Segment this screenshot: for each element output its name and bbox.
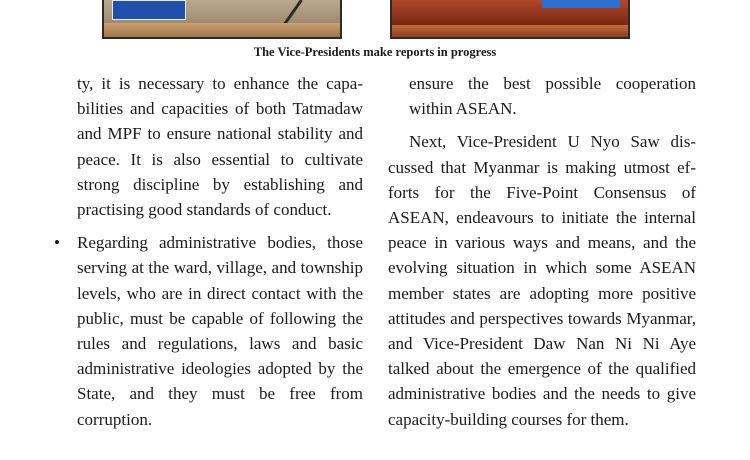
desk (104, 23, 340, 37)
bullet-icon: • (54, 233, 60, 253)
paragraph: Next, Vice-President U Nyo Saw discussed that Myanmar is making utmost efforts for the Five-Point Consensus of ASEAN, endeavours to initiate the internal peace in various ways and means, and the evolving situation in which some ASEAN member states are adopting more positive attitudes and perspectives towards Myanmar, and Vice-President Daw Nan Ni Ni Aye talked about the emergence of the qualified administrative bodies and the needs to give capacity-building courses for them. (388, 132, 696, 429)
desk (392, 25, 628, 37)
paragraph: ty, it is necessary to enhance the capabilities and capacities of both Tatmadaw and MPF to ensure national stability and peace. It is also essential to cultivate strong discipline by establishing and practising good standards of conduct. (77, 74, 363, 220)
nameplate (542, 0, 620, 8)
left-column (54, 71, 363, 432)
photo-caption: The Vice-Presidents make reports in progress (253, 45, 497, 59)
bullet-text: Regarding administrative bodies, those serving at the ward, village, and township levels, who are in direct contact with the public, must be capable of following the rules and regulations, laws and basic administrative ideologies adopted by the State, and they must be free from corruption. (77, 233, 363, 429)
photo-left (102, 0, 342, 39)
paragraph: ensure the best possible cooperation within ASEAN. (409, 74, 696, 119)
nameplate (112, 0, 186, 20)
right-column (388, 71, 696, 432)
bullet-item (54, 230, 363, 432)
microphone (283, 0, 303, 25)
photo-right (390, 0, 630, 39)
